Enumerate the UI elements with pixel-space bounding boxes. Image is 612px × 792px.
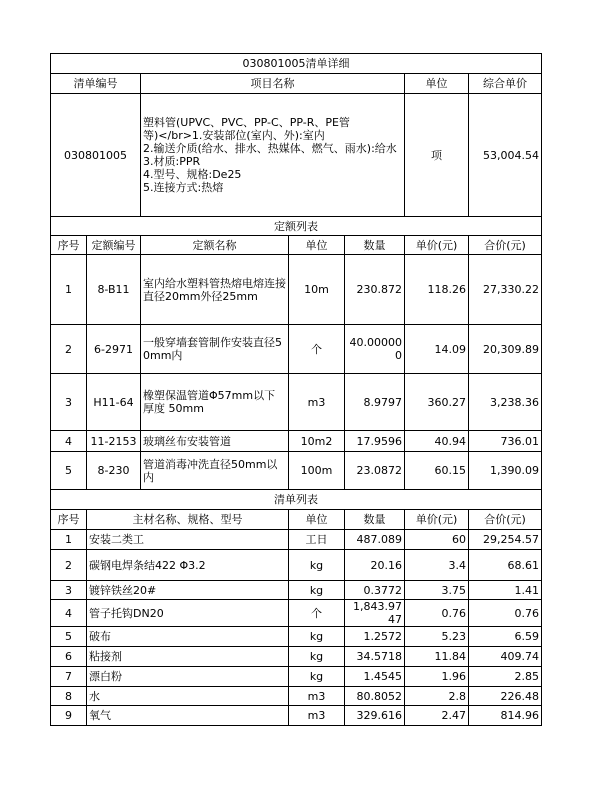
quota-col-total: 合价(元) — [469, 236, 542, 255]
table-row — [51, 325, 542, 374]
material-no: 2 — [51, 550, 87, 581]
material-unit: kg — [289, 550, 345, 581]
col-header-price: 综合单价 — [469, 74, 542, 94]
item-description-line: 2.输送介质(给水、排水、热媒体、燃气、雨水):给水 — [143, 142, 397, 155]
materials-col-total: 合价(元) — [469, 510, 542, 530]
material-unit: kg — [289, 627, 345, 647]
material-no: 3 — [51, 581, 87, 600]
material-name: 管子托钩DN20 — [87, 600, 289, 627]
item-description-line: 塑料管(UPVC、PVC、PP-C、PP-R、PE管 — [143, 116, 350, 129]
material-unit: m3 — [289, 687, 345, 706]
material-name: 粘接剂 — [87, 647, 289, 667]
material-price: 2.8 — [405, 687, 469, 706]
quota-price: 40.94 — [405, 431, 469, 452]
quota-total: 20,309.89 — [469, 325, 542, 374]
quota-no: 3 — [51, 374, 87, 431]
table-row — [51, 530, 542, 550]
material-no: 9 — [51, 706, 87, 726]
quota-no: 2 — [51, 325, 87, 374]
material-no: 8 — [51, 687, 87, 706]
item-description-line: 3.材质:PPR — [143, 155, 201, 168]
quota-unit: m3 — [289, 374, 345, 431]
material-unit: 工日 — [289, 530, 345, 550]
material-price: 11.84 — [405, 647, 469, 667]
materials-col-price: 单价(元) — [405, 510, 469, 530]
material-total: 68.61 — [469, 550, 542, 581]
materials-section-title: 清单列表 — [51, 490, 542, 510]
material-no: 5 — [51, 627, 87, 647]
quota-col-unit: 单位 — [289, 236, 345, 255]
material-qty: 1,843.9747 — [345, 600, 405, 627]
quota-total: 3,238.36 — [469, 374, 542, 431]
material-qty: 487.089 — [345, 530, 405, 550]
material-price: 3.75 — [405, 581, 469, 600]
material-no: 4 — [51, 600, 87, 627]
quota-code: 6-2971 — [87, 325, 141, 374]
quota-no: 1 — [51, 255, 87, 325]
material-name: 安装二类工 — [87, 530, 289, 550]
material-total: 0.76 — [469, 600, 542, 627]
quota-code: 8-230 — [87, 452, 141, 490]
quota-no: 4 — [51, 431, 87, 452]
quota-code: 11-2153 — [87, 431, 141, 452]
detail-table — [50, 53, 542, 726]
materials-col-unit: 单位 — [289, 510, 345, 530]
quota-qty: 17.9596 — [345, 431, 405, 452]
material-name: 水 — [87, 687, 289, 706]
table-row — [51, 452, 542, 490]
material-total: 409.74 — [469, 647, 542, 667]
material-unit: kg — [289, 581, 345, 600]
material-qty: 80.8052 — [345, 687, 405, 706]
table-row — [51, 627, 542, 647]
material-name: 氧气 — [87, 706, 289, 726]
item-unit: 项 — [405, 94, 469, 217]
material-unit: kg — [289, 647, 345, 667]
table-row — [51, 687, 542, 706]
materials-col-qty: 数量 — [345, 510, 405, 530]
material-price: 2.47 — [405, 706, 469, 726]
table-row — [51, 374, 542, 431]
quota-unit: 100m — [289, 452, 345, 490]
table-row — [51, 667, 542, 687]
material-name: 碳钢电焊条结422 Φ3.2 — [87, 550, 289, 581]
quota-col-code: 定额编号 — [87, 236, 141, 255]
table-row — [51, 647, 542, 667]
material-name: 镀锌铁丝20# — [87, 581, 289, 600]
material-name: 破布 — [87, 627, 289, 647]
quota-qty: 40.000000 — [345, 325, 405, 374]
material-total: 2.85 — [469, 667, 542, 687]
material-qty: 1.4545 — [345, 667, 405, 687]
material-name: 漂白粉 — [87, 667, 289, 687]
col-header-unit: 单位 — [405, 74, 469, 94]
page-title: 030801005清单详细 — [51, 54, 542, 74]
quota-name: 玻璃丝布安装管道 — [141, 431, 289, 452]
table-row — [51, 581, 542, 600]
quota-name: 管道消毒冲洗直径50mm以内 — [141, 452, 289, 490]
table-row — [51, 255, 542, 325]
materials-col-name: 主材名称、规格、型号 — [87, 510, 289, 530]
quota-col-no: 序号 — [51, 236, 87, 255]
quota-no: 5 — [51, 452, 87, 490]
quota-qty: 8.9797 — [345, 374, 405, 431]
material-unit: 个 — [289, 600, 345, 627]
material-no: 6 — [51, 647, 87, 667]
quota-col-price: 单价(元) — [405, 236, 469, 255]
materials-col-no: 序号 — [51, 510, 87, 530]
quota-name: 橡塑保温管道Φ57mm以下 厚度 50mm — [141, 374, 289, 431]
quota-total: 27,330.22 — [469, 255, 542, 325]
material-price: 60 — [405, 530, 469, 550]
quota-name: 一般穿墙套管制作安装直径50mm内 — [141, 325, 289, 374]
item-description-line: 等)</br>1.安装部位(室内、外):室内 — [143, 129, 325, 142]
quota-unit: 10m2 — [289, 431, 345, 452]
material-price: 3.4 — [405, 550, 469, 581]
table-row — [51, 431, 542, 452]
material-unit: m3 — [289, 706, 345, 726]
quota-unit: 10m — [289, 255, 345, 325]
item-description-line: 5.连接方式:热熔 — [143, 181, 224, 194]
col-header-name: 项目名称 — [141, 74, 405, 94]
table-row — [51, 550, 542, 581]
quota-price: 14.09 — [405, 325, 469, 374]
quota-price: 60.15 — [405, 452, 469, 490]
item-description-line: 4.型号、规格:De25 — [143, 168, 242, 181]
quota-total: 736.01 — [469, 431, 542, 452]
material-no: 7 — [51, 667, 87, 687]
item-description — [141, 94, 405, 217]
quota-total: 1,390.09 — [469, 452, 542, 490]
quota-price: 118.26 — [405, 255, 469, 325]
quota-unit: 个 — [289, 325, 345, 374]
quota-code: H11-64 — [87, 374, 141, 431]
quota-qty: 230.872 — [345, 255, 405, 325]
table-row — [51, 706, 542, 726]
material-unit: kg — [289, 667, 345, 687]
material-total: 814.96 — [469, 706, 542, 726]
item-code: 030801005 — [51, 94, 141, 217]
material-total: 6.59 — [469, 627, 542, 647]
material-qty: 0.3772 — [345, 581, 405, 600]
quota-col-qty: 数量 — [345, 236, 405, 255]
quota-col-name: 定额名称 — [141, 236, 289, 255]
material-total: 226.48 — [469, 687, 542, 706]
col-header-code: 清单编号 — [51, 74, 141, 94]
material-no: 1 — [51, 530, 87, 550]
material-price: 1.96 — [405, 667, 469, 687]
item-price: 53,004.54 — [469, 94, 542, 217]
material-price: 5.23 — [405, 627, 469, 647]
material-qty: 34.5718 — [345, 647, 405, 667]
material-qty: 20.16 — [345, 550, 405, 581]
quota-price: 360.27 — [405, 374, 469, 431]
quota-code: 8-B11 — [87, 255, 141, 325]
material-total: 29,254.57 — [469, 530, 542, 550]
material-qty: 329.616 — [345, 706, 405, 726]
quota-name: 室内给水塑料管热熔电熔连接直径20mm外径25mm — [141, 255, 289, 325]
table-row — [51, 600, 542, 627]
material-total: 1.41 — [469, 581, 542, 600]
material-price: 0.76 — [405, 600, 469, 627]
quota-qty: 23.0872 — [345, 452, 405, 490]
quota-section-title: 定额列表 — [51, 217, 542, 236]
material-qty: 1.2572 — [345, 627, 405, 647]
